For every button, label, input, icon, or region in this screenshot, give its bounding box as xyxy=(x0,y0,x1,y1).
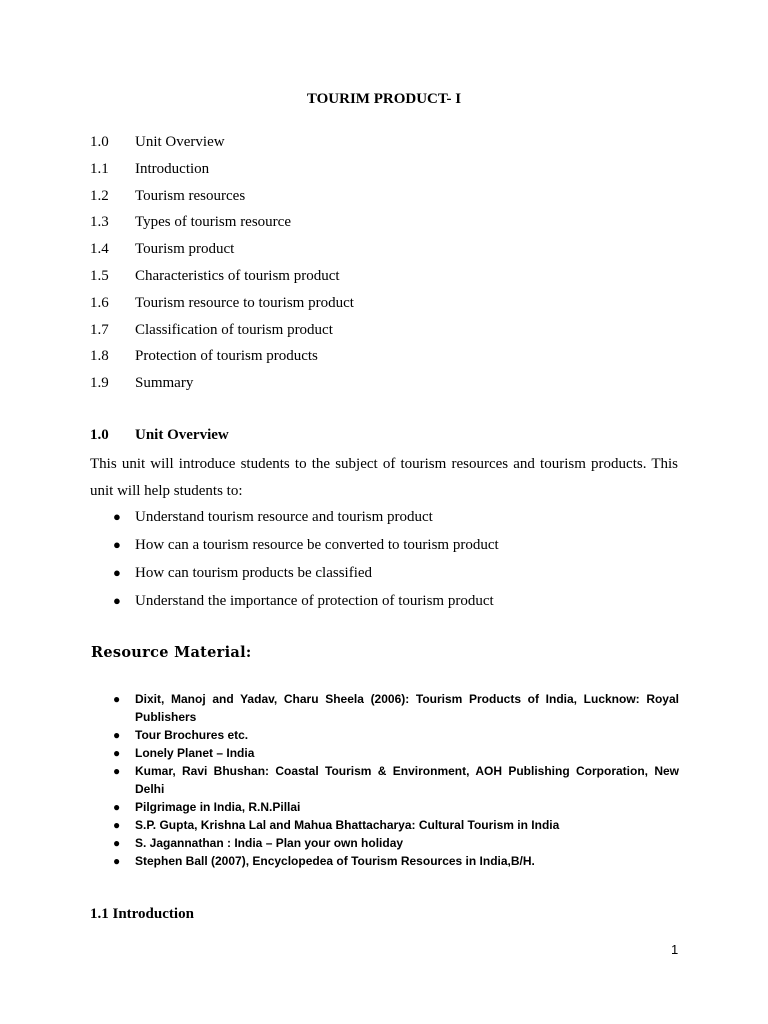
resource-item xyxy=(113,726,679,744)
resource-text: Lonely Planet – India xyxy=(135,746,255,760)
toc-number: 1.7 xyxy=(90,321,109,338)
toc-number: 1.3 xyxy=(90,214,109,231)
bullet-icon: ● xyxy=(113,537,121,552)
resource-item xyxy=(113,690,679,726)
toc-label: Tourism resources xyxy=(135,187,246,204)
toc-number: 1.8 xyxy=(90,348,109,365)
bullet-icon: ● xyxy=(113,800,121,814)
resource-text: Pilgrimage in India, R.N.Pillai xyxy=(135,800,301,814)
toc-item xyxy=(90,238,354,265)
resource-item xyxy=(113,852,679,870)
toc-label: Characteristics of tourism product xyxy=(135,267,340,284)
bullet-icon: ● xyxy=(113,818,121,832)
resource-item xyxy=(113,816,679,834)
resource-list xyxy=(113,690,679,870)
toc-item xyxy=(90,158,354,185)
toc-item xyxy=(90,372,354,399)
overview-paragraph: This unit will introduce students to the subject of tourism resources and tourism products. This unit will help students to: xyxy=(90,456,678,499)
resource-item xyxy=(113,834,679,852)
bullet-icon: ● xyxy=(113,692,121,706)
bullet-icon: ● xyxy=(113,854,121,868)
bullet-item xyxy=(113,534,499,562)
toc-label: Protection of tourism products xyxy=(135,348,318,365)
toc-label: Summary xyxy=(135,375,194,392)
bullet-icon: ● xyxy=(113,728,121,742)
toc-number: 1.0 xyxy=(90,134,109,150)
toc-number: 1.1 xyxy=(90,160,109,177)
bullet-icon: ● xyxy=(113,746,121,760)
toc-item xyxy=(90,211,354,238)
bullet-item xyxy=(113,590,499,618)
toc-number: 1.2 xyxy=(90,187,109,204)
toc-item xyxy=(90,265,354,292)
bullet-icon: ● xyxy=(113,764,121,778)
resource-material-heading: Resource Material: xyxy=(91,644,252,661)
overview-bullet-list xyxy=(113,506,499,618)
toc-item xyxy=(90,292,354,319)
resource-text: Kumar, Ravi Bhushan: Coastal Tourism & Environment, AOH Publishing Corporation, New Delhi xyxy=(135,764,679,796)
resource-item xyxy=(113,744,679,762)
table-of-contents xyxy=(90,131,354,399)
document-title: TOURIM PRODUCT- I xyxy=(306,91,462,107)
toc-item xyxy=(90,185,354,212)
section-number: 1.0 xyxy=(90,427,109,443)
toc-number: 1.5 xyxy=(90,267,109,284)
toc-item xyxy=(90,319,354,346)
section-heading-overview xyxy=(90,424,229,446)
bullet-item xyxy=(113,562,499,590)
toc-number: 1.6 xyxy=(90,294,109,311)
bullet-text: Understand tourism resource and tourism product xyxy=(135,509,433,525)
section-title: Unit Overview xyxy=(135,427,229,443)
toc-label: Unit Overview xyxy=(135,134,225,150)
bullet-icon: ● xyxy=(113,565,121,580)
bullet-icon: ● xyxy=(113,509,121,524)
resource-item xyxy=(113,762,679,798)
bullet-icon: ● xyxy=(113,836,121,850)
toc-number: 1.9 xyxy=(90,375,109,392)
bullet-text: How can tourism products be classified xyxy=(135,565,373,581)
toc-item xyxy=(90,131,354,158)
toc-label: Classification of tourism product xyxy=(135,321,333,338)
resource-text: S. Jagannathan : India – Plan your own holiday xyxy=(135,836,404,850)
bullet-text: Understand the importance of protection of tourism product xyxy=(135,593,494,609)
toc-label: Types of tourism resource xyxy=(135,214,291,231)
bullet-text: How can a tourism resource be converted to tourism product xyxy=(135,537,499,553)
toc-label: Tourism product xyxy=(135,241,235,258)
resource-text: Dixit, Manoj and Yadav, Charu Sheela (2006): Tourism Products of India, Lucknow: Royal Publishers xyxy=(135,692,679,724)
resource-item xyxy=(113,798,679,816)
toc-item xyxy=(90,345,354,372)
resource-text: S.P. Gupta, Krishna Lal and Mahua Bhattacharya: Cultural Tourism in India xyxy=(135,818,560,832)
bullet-item xyxy=(113,506,499,534)
toc-number: 1.4 xyxy=(90,241,109,258)
page-number: 1 xyxy=(671,942,679,957)
bullet-icon: ● xyxy=(113,593,121,608)
resource-text: Tour Brochures etc. xyxy=(135,728,249,742)
toc-label: Tourism resource to tourism product xyxy=(135,294,354,311)
resource-text: Stephen Ball (2007), Encyclopedea of Tourism Resources in India,B/H. xyxy=(135,854,535,868)
toc-label: Introduction xyxy=(135,160,210,177)
introduction-heading: 1.1 Introduction xyxy=(90,906,194,922)
